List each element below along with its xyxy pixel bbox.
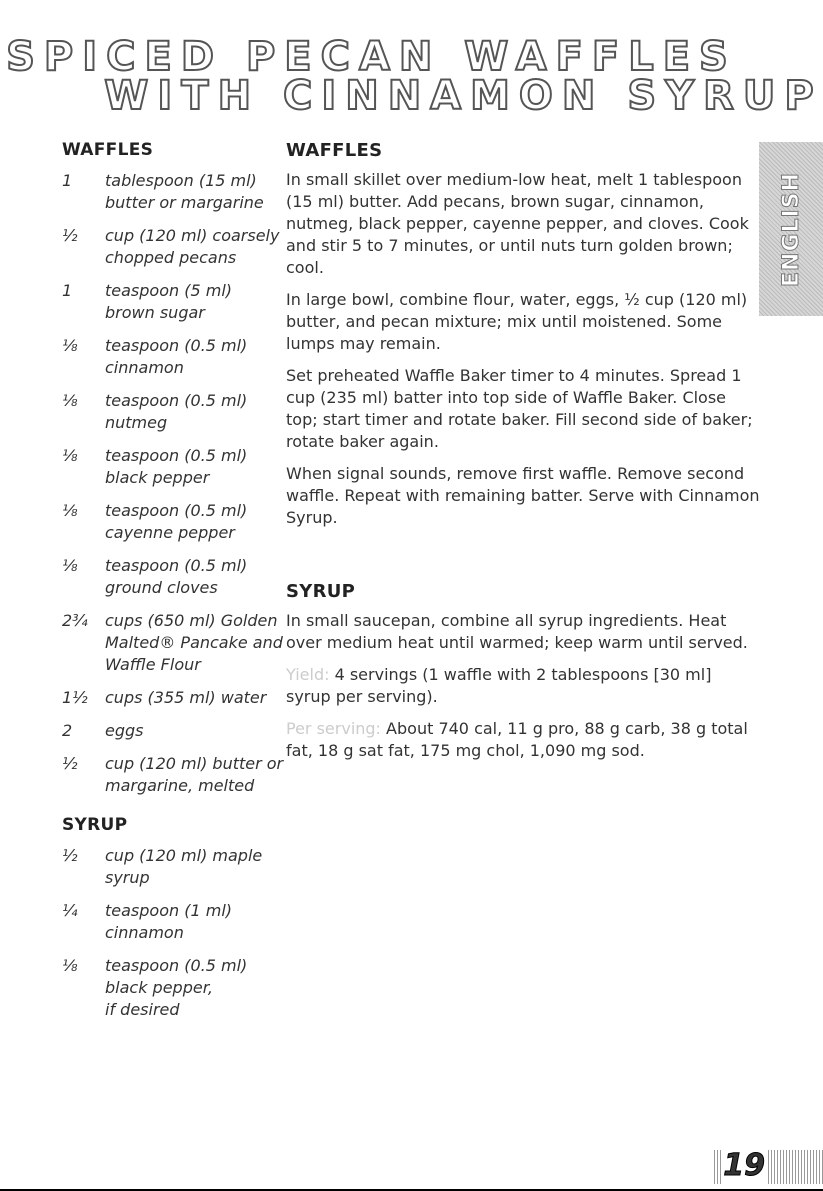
page-title-line1: SPICED PECAN WAFFLES: [6, 34, 737, 80]
ingredient-item: [62, 753, 292, 797]
language-tab-label: ENGLISH: [778, 171, 804, 287]
ingredient-quantity: ½: [62, 754, 78, 773]
ingredient-quantity: 1: [62, 171, 73, 190]
direction-paragraph: When signal sounds, remove first waffle. Remove second waffle. Repeat with remaining batter. Serve with Cinnamon Syrup.: [286, 464, 760, 527]
ingredient-item: [62, 845, 292, 889]
ingredient-quantity: 2: [62, 721, 73, 740]
ingredient-text: cup (120 ml) butter or margarine, melted: [105, 754, 284, 795]
ingredient-item: [62, 335, 292, 379]
ingredient-text: tablespoon (15 ml) butter or margarine: [105, 171, 264, 212]
ingredient-text: cup (120 ml) maple syrup: [105, 846, 263, 887]
page-number: 19: [723, 1148, 765, 1183]
ingredient-text: teaspoon (0.5 ml) black pepper, if desired: [105, 956, 248, 1019]
ingredient-quantity: ⅛: [62, 556, 78, 575]
ingredient-quantity: 1: [62, 281, 73, 300]
ingredient-quantity: ⅛: [62, 501, 78, 520]
serving-text: About 740 cal, 11 g pro, 88 g carb, 38 g total fat, 18 g sat fat, 175 mg chol, 1,090 mg sod.: [286, 719, 748, 760]
direction-paragraph: Set preheated Waffle Baker timer to 4 minutes. Spread 1 cup (235 ml) batter into top side of Waffle Baker. Close top; start timer and rotate baker. Fill second side of baker; rotate baker again.: [286, 366, 753, 451]
waffles-ingredient-list: [62, 170, 292, 797]
yield-text: 4 servings (1 waffle with 2 tablespoons [30 ml] syrup per serving).: [286, 665, 712, 706]
page-title-line2: WITH CINNAMON SYRUP: [104, 73, 823, 119]
ingredient-quantity: 2¾: [62, 611, 88, 630]
syrup-direction-paragraph: In small saucepan, combine all syrup ingredients. Heat over medium heat until warmed; keep warm until served.: [286, 611, 748, 652]
ingredient-text: teaspoon (0.5 ml) cinnamon: [105, 336, 248, 377]
serving-label: Per serving:: [286, 719, 381, 738]
ingredient-item: [62, 225, 292, 269]
syrup-ingredients-heading: SYRUP: [62, 815, 128, 835]
ingredient-item: [62, 955, 292, 1021]
ingredient-text: cups (650 ml) Golden Malted® Pancake and Waffle Flour: [105, 611, 283, 674]
ingredient-quantity: ⅛: [62, 956, 78, 975]
ingredient-text: cups (355 ml) water: [105, 688, 267, 707]
waffles-ingredients-heading: WAFFLES: [62, 140, 154, 160]
ingredient-quantity: ⅛: [62, 446, 78, 465]
ingredient-text: teaspoon (0.5 ml) ground cloves: [105, 556, 248, 597]
syrup-ingredient-list: [62, 845, 292, 1021]
ingredients-column: [62, 140, 292, 808]
ingredient-quantity: ½: [62, 226, 78, 245]
ingredient-item: [62, 720, 292, 742]
ingredient-quantity: ½: [62, 846, 78, 865]
waffles-directions-heading: WAFFLES: [286, 140, 383, 161]
ingredient-quantity: ⅛: [62, 336, 78, 355]
language-tab: [759, 142, 823, 316]
ingredient-text: eggs: [105, 721, 144, 740]
direction-paragraph: In small skillet over medium-low heat, melt 1 tablespoon (15 ml) butter. Add pecans, brown sugar, cinnamon, nutmeg, black pepper, cayenne pepper, and cloves. Cook and stir 5 to 7 minutes, or until nuts turn golden brown; cool.: [286, 170, 749, 277]
ingredient-item: [62, 390, 292, 434]
yield-label: Yield:: [286, 665, 330, 684]
ingredient-item: [62, 170, 292, 214]
ingredient-text: teaspoon (1 ml) cinnamon: [105, 901, 232, 942]
ingredient-item: [62, 610, 292, 676]
ingredient-text: teaspoon (0.5 ml) black pepper: [105, 446, 248, 487]
ingredient-item: [62, 445, 292, 489]
syrup-ingredients: [62, 815, 292, 1032]
ingredient-quantity: ⅛: [62, 391, 78, 410]
ingredient-quantity: 1½: [62, 688, 88, 707]
ingredient-text: teaspoon (0.5 ml) nutmeg: [105, 391, 248, 432]
yield-paragraph: [286, 664, 761, 708]
ingredient-item: [62, 900, 292, 944]
ingredient-item: [62, 280, 292, 324]
directions-column: [286, 140, 761, 772]
ingredient-text: teaspoon (0.5 ml) cayenne pepper: [105, 501, 248, 542]
ingredient-quantity: ¼: [62, 901, 78, 920]
ingredient-item: [62, 500, 292, 544]
direction-paragraph: In large bowl, combine flour, water, eggs, ½ cup (120 ml) butter, and pecan mixture; mix until moistened. Some lumps may remain.: [286, 290, 748, 353]
syrup-directions-heading: SYRUP: [286, 581, 356, 602]
ingredient-text: teaspoon (5 ml) brown sugar: [105, 281, 232, 322]
ingredient-text: cup (120 ml) coarsely chopped pecans: [105, 226, 280, 267]
nutrition-paragraph: [286, 718, 761, 762]
ingredient-item: [62, 555, 292, 599]
ingredient-item: [62, 687, 292, 709]
